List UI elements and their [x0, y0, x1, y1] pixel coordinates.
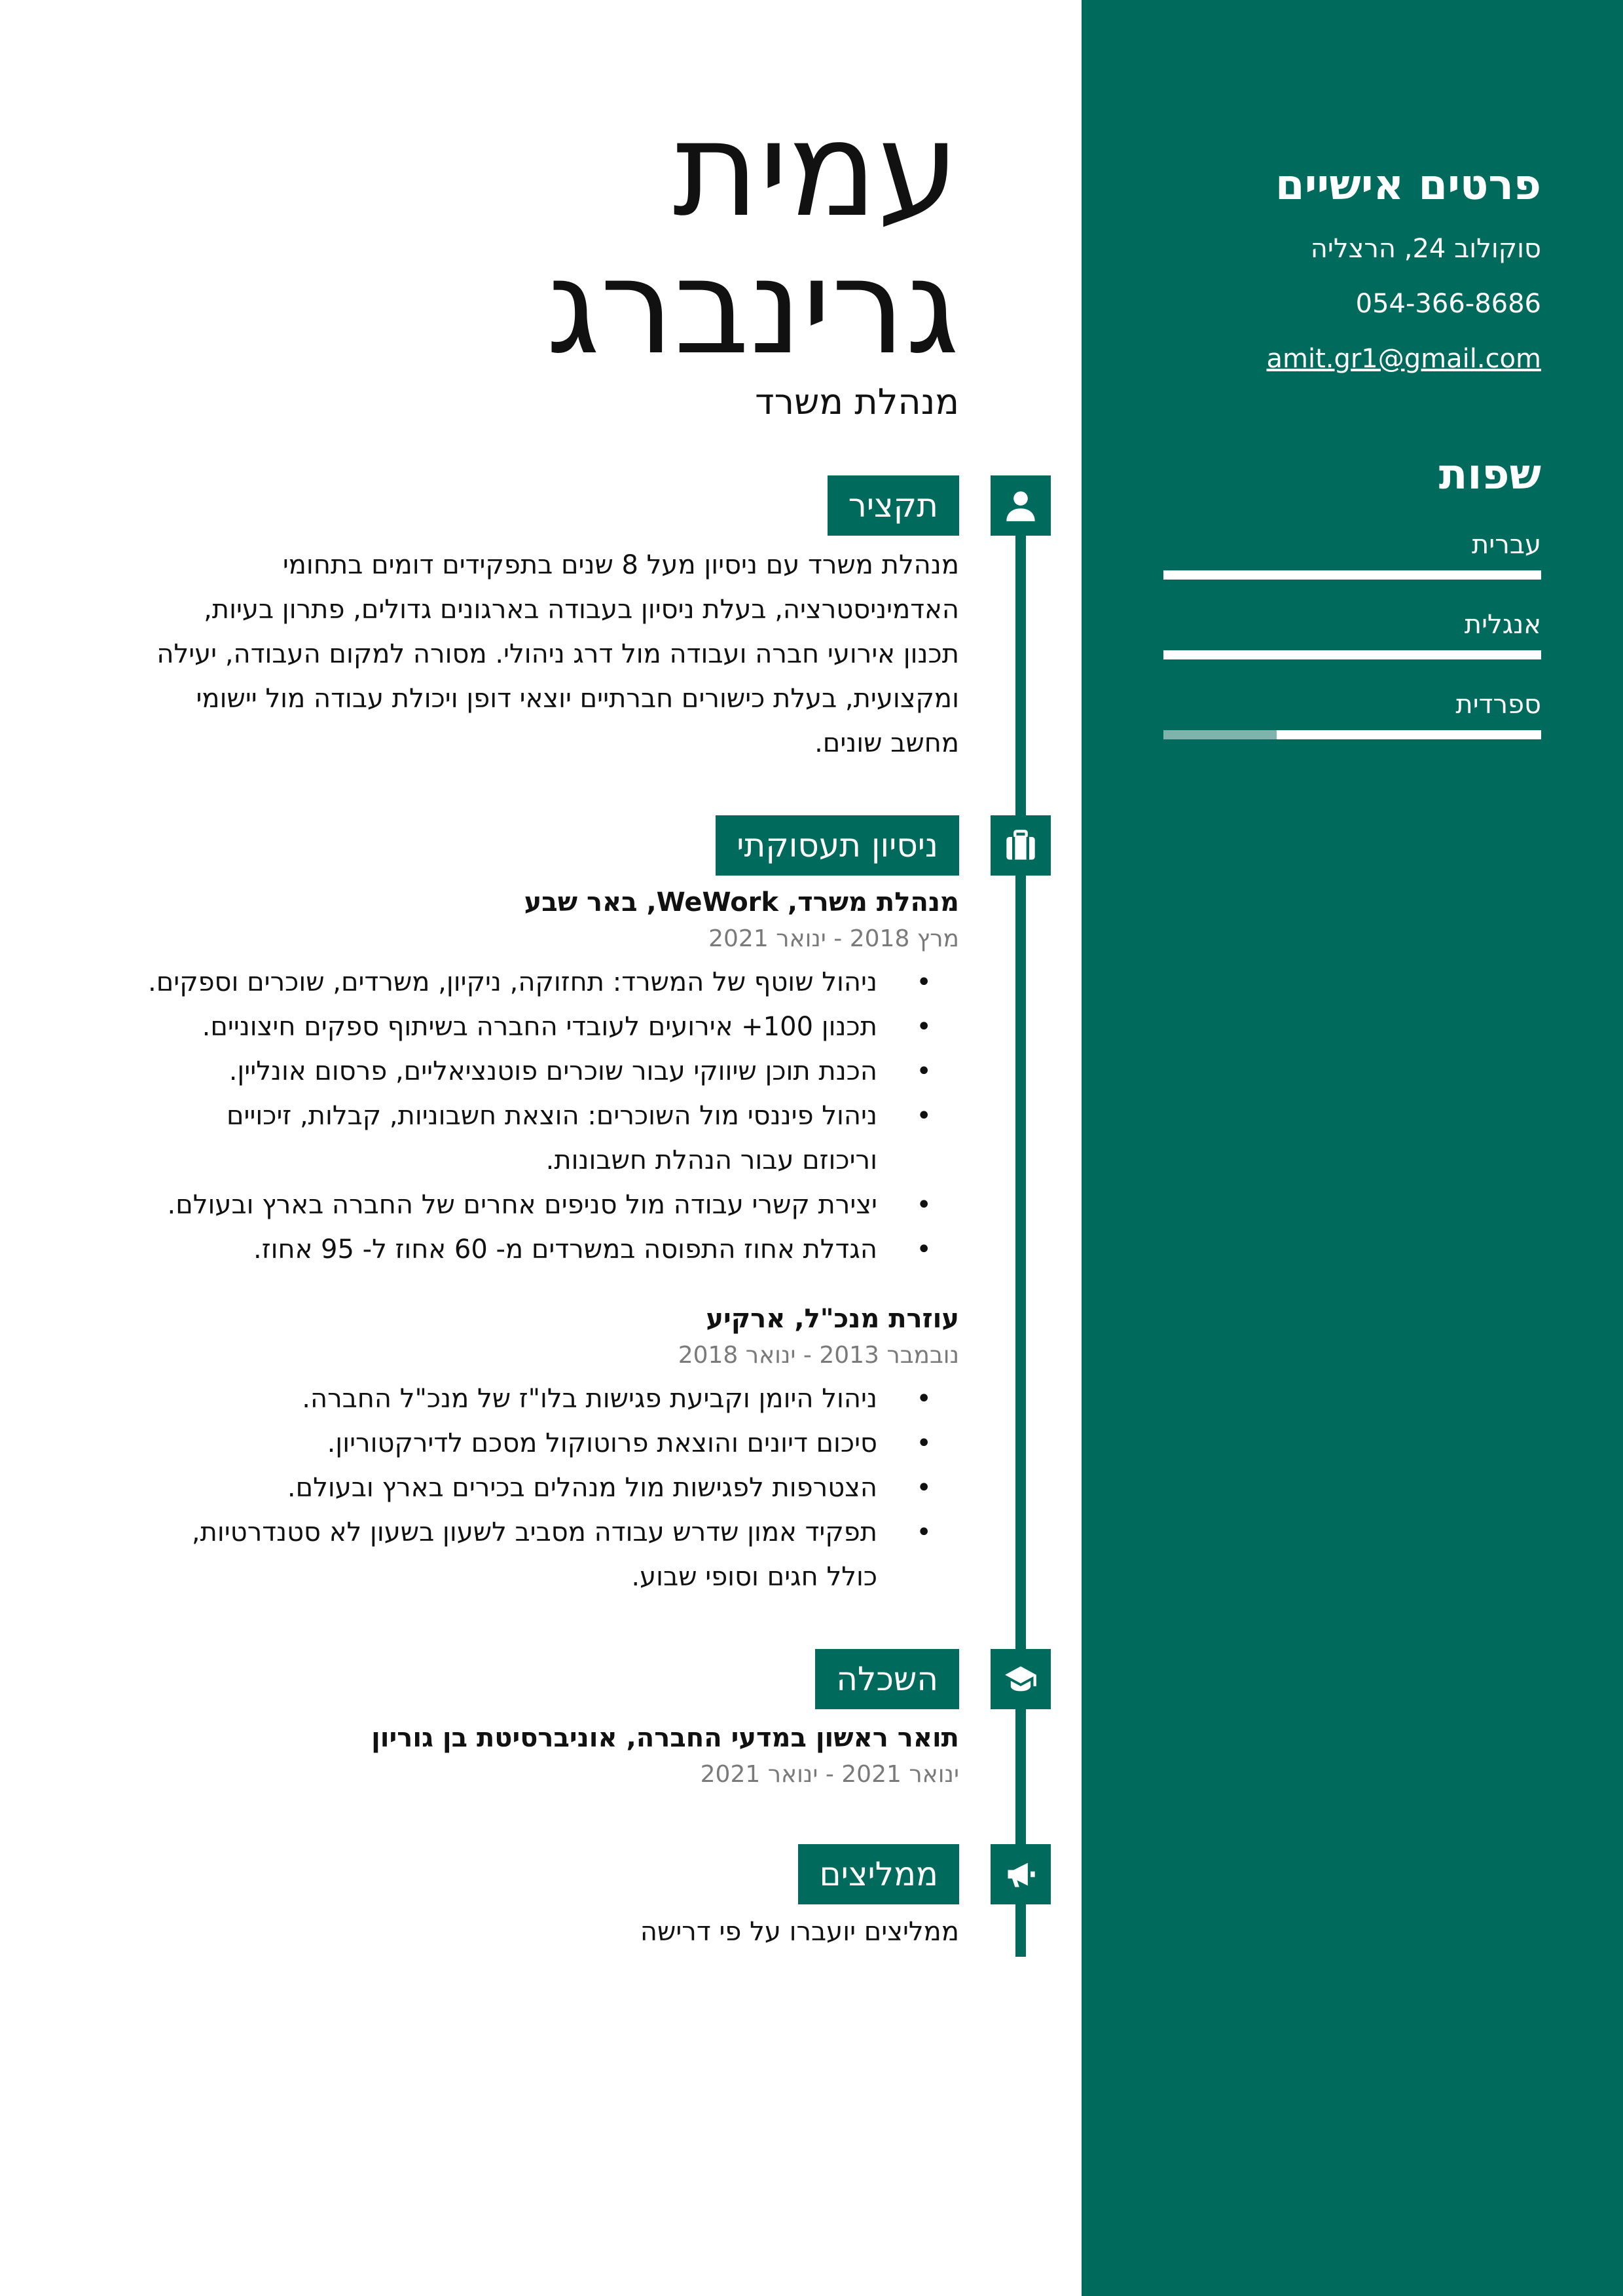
references-text: ממליצים יועברו על פי דרישה [640, 1917, 959, 1947]
references-heading: ממליצים [798, 1844, 959, 1904]
bullet-line: תפקיד אמון שדרש עבודה מסביב לשעון בשעון לא סטנדרטיות, [191, 1517, 877, 1547]
graduation-cap-icon [991, 1649, 1051, 1709]
list-item: • הכנת תוכן שיווקי עבור שוכרים פוטנציאליים, פרסום אונליין. [108, 1049, 959, 1094]
list-item: • יצירת קשרי עבודה מול סניפים אחרים של החברה בארץ ובעולם. [108, 1183, 959, 1227]
summary-line: ומקצועית, בעלת כישורים חברתיים יוצאי דופן ויכולת עבודה מול יישומי [196, 684, 959, 714]
job-role: מנהלת משרד [755, 381, 959, 422]
experience-heading: ניסיון תעסוקתי [716, 815, 959, 876]
timeline-line [1015, 504, 1026, 1957]
phone-text: 054-366-8686 [1355, 289, 1541, 319]
language-level-bar-english [1163, 650, 1541, 659]
language-level-bar-spanish [1163, 730, 1541, 739]
degree-dates: ינואר 2021 - ינואר 2021 [700, 1761, 959, 1788]
list-item: • הצטרפות לפגישות מול מנהלים בכירים בארץ ובעולם. [108, 1466, 959, 1510]
megaphone-icon [991, 1844, 1051, 1904]
job-dates-arkia: נובמבר 2013 - ינואר 2018 [678, 1342, 959, 1369]
user-icon [991, 475, 1051, 536]
education-heading: השכלה [815, 1649, 959, 1709]
summary-line: תכנון אירועי חברה ועבודה מול דרג ניהולי. מסורה למקום העבודה, יעילה [156, 639, 959, 669]
email-link[interactable]: amit.gr1@gmail.com [1266, 344, 1541, 374]
job-bullets-wework [108, 960, 959, 1272]
list-item: • סיכום דיונים והוצאת פרוטוקול מסכם לדירקטוריון. [108, 1421, 959, 1466]
list-item [108, 1510, 959, 1599]
personal-details-heading: פרטים אישיים [1275, 161, 1541, 210]
summary-line: מנהלת משרד עם ניסיון מעל 8 שנים בתפקידים דומים בתחומי [282, 550, 959, 580]
briefcase-icon [991, 815, 1051, 876]
language-label-english: אנגלית [1464, 610, 1541, 640]
list-item [108, 1094, 959, 1183]
summary-heading: תקציר [828, 475, 959, 536]
bullet-line: ניהול פיננסי מול השוכרים: הוצאת חשבוניות, קבלות, זיכויים [226, 1101, 877, 1131]
degree-title: תואר ראשון במדעי החברה, אוניברסיטת בן גוריון [371, 1723, 959, 1753]
first-name: עמית [672, 94, 959, 246]
job-bullets-arkia [108, 1377, 959, 1599]
languages-heading: שפות [1438, 451, 1541, 499]
list-item: • ניהול היומן וקביעת פגישות בלו"ז של מנכ"ל החברה. [108, 1377, 959, 1421]
job-title-wework: מנהלת משרד, WeWork, באר שבע [524, 887, 959, 917]
bullet-line-continued: כולל חגים וסופי שבוע. [631, 1562, 877, 1592]
job-dates-wework: מרץ 2018 - ינואר 2021 [708, 925, 959, 952]
job-title-arkia: עוזרת מנכ"ל, ארקיע [706, 1304, 959, 1334]
summary-line: האדמיניסטרציה, בעלת ניסיון בעבודה בארגונים גדולים, פתרון בעיות, [204, 595, 959, 625]
candidate-name [173, 94, 959, 384]
language-label-spanish: ספרדית [1455, 690, 1541, 720]
list-item: • הגדלת אחוז התפוסה במשרדים מ- 60 אחוז ל- 95 אחוז. [108, 1227, 959, 1272]
list-item: • ניהול שוטף של המשרד: תחזוקה, ניקיון, משרדים, שוכרים וספקים. [108, 960, 959, 1005]
summary-line: מחשב שונים. [814, 728, 959, 758]
language-level-bar-hebrew [1163, 570, 1541, 580]
summary-paragraph [108, 543, 959, 766]
address-text: סוקולוב 24, הרצליה [1310, 234, 1541, 264]
bullet-line-continued: וריכוזם עבור הנהלת חשבונות. [545, 1145, 877, 1176]
last-name: גרינברג [545, 231, 959, 384]
list-item: • תכנון 100+ אירועים לעובדי החברה בשיתוף ספקים חיצוניים. [108, 1005, 959, 1049]
sidebar [1082, 0, 1623, 2296]
language-label-hebrew: עברית [1472, 530, 1541, 560]
language-level-empty [1163, 730, 1277, 739]
